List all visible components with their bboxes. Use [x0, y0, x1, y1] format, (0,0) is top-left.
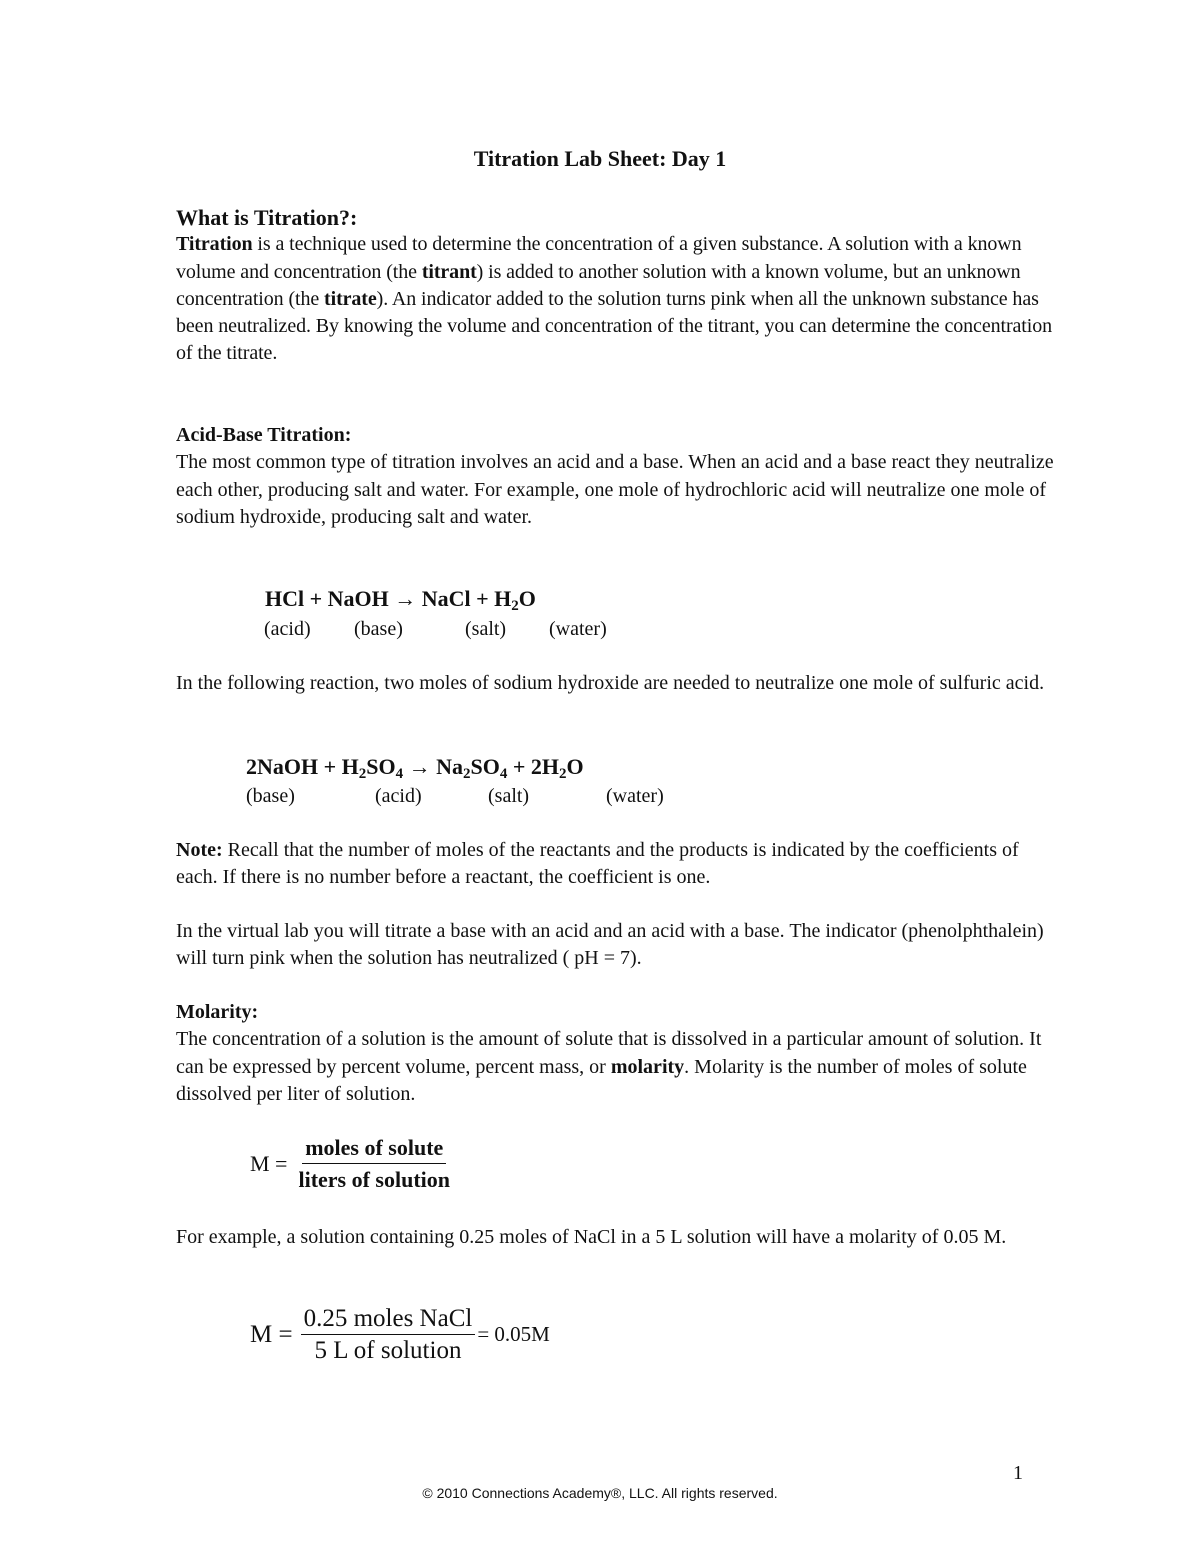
equation-2-labels — [0, 783, 1200, 811]
note-label: Note: — [176, 839, 223, 861]
label-acid: (acid) — [375, 785, 422, 807]
equation-subscript: 2 — [559, 766, 567, 782]
paragraph-text: is a technique used to determine the concentration of a given substance. A solution with a known volume and concentration (the — [176, 233, 1022, 283]
note-paragraph — [176, 837, 1056, 892]
formula-fraction — [295, 1134, 453, 1194]
equation-hcl-naoh — [265, 585, 536, 612]
section-heading-molarity: Molarity: — [176, 1001, 259, 1023]
section-heading-acid-base: Acid-Base Titration: — [176, 424, 352, 446]
paragraph-text: ). An indicator added to the solution turns pink when all the unknown substance has been neutralized. By knowing the volume and concentration of the titrant, you can determine the concentration of the titrate. — [176, 287, 1053, 365]
term-titrant: titrant — [421, 260, 477, 283]
label-water: (water) — [606, 785, 664, 807]
label-acid: (acid) — [264, 618, 311, 640]
equation-naoh-h2so4 — [246, 753, 584, 780]
paragraph-text: Recall that the number of moles of the reactants and the products is indicated by the coefficients of each. If there is no number before a reactant, the coefficient is one. — [176, 839, 1019, 889]
equation-text: O — [566, 754, 584, 779]
formula-fraction — [301, 1305, 476, 1365]
acid-base-section — [176, 422, 1056, 531]
formula-lhs: M = — [250, 1151, 288, 1177]
formula-result: = 0.05M — [477, 1322, 550, 1347]
paragraph-text: ) is added to another solution with a known volume, but an unknown concentration (the — [176, 260, 1021, 310]
following-reaction-paragraph: In the following reaction, two moles of sodium hydroxide are needed to neutralize one mole of sulfuric acid. — [176, 672, 1045, 694]
term-titration: Titration — [176, 233, 253, 256]
equation-subscript: 2 — [358, 766, 367, 782]
molarity-paragraph — [176, 1026, 1056, 1108]
equation-text: SO — [366, 754, 396, 779]
term-titrate: titrate — [324, 287, 377, 310]
equation-subscript: 4 — [395, 766, 404, 782]
term-molarity: molarity — [610, 1055, 685, 1078]
equation-text: + 2H — [507, 754, 560, 779]
page-title: Titration Lab Sheet: Day 1 — [473, 146, 727, 171]
acid-base-paragraph: The most common type of titration involves an acid and a base. When an acid and a base react they neutralize each other, producing salt and water. For example, one mole of hydrochloric acid will neutralize one mole of sodium hydroxide, producing salt and water. — [176, 451, 1054, 528]
label-water: (water) — [549, 618, 607, 640]
equation-text: SO — [470, 754, 500, 779]
label-salt: (salt) — [488, 785, 530, 807]
label-base: (base) — [354, 618, 403, 640]
copyright-footer: © 2010 Connections Academy®, LLC. All rights reserved. — [422, 1485, 778, 1501]
formula-denominator: 5 L of solution — [314, 1337, 462, 1365]
section-heading-what-is-titration: What is Titration?: — [176, 205, 358, 230]
equation-1-labels — [0, 616, 1200, 644]
formula-numerator: 0.25 moles NaCl — [301, 1305, 476, 1335]
label-salt: (salt) — [465, 618, 507, 640]
what-is-titration-section — [176, 204, 1056, 368]
example-section — [176, 1224, 1056, 1251]
label-base: (base) — [246, 785, 295, 807]
molarity-example-formula — [250, 1305, 550, 1365]
equation-subscript: 2 — [463, 766, 471, 782]
equation-text: 2NaOH + H — [246, 754, 359, 779]
molarity-formula — [250, 1134, 453, 1194]
equation-text: O — [518, 586, 536, 611]
paragraph-text: . Molarity is the number of moles of solute dissolved per liter of solution. — [176, 1055, 1027, 1105]
what-is-titration-paragraph — [176, 231, 1056, 367]
paragraph-text: The concentration of a solution is the amount of solute that is dissolved in a particular amount of solution. It can be expressed by percent volume, percent mass, or — [176, 1028, 1042, 1078]
example-paragraph: For example, a solution containing 0.25 moles of NaCl in a 5 L solution will have a molarity of 0.05 M. — [176, 1226, 1007, 1248]
equation-subscript: 4 — [499, 766, 508, 782]
equation-text: → Na — [403, 754, 464, 779]
virtual-lab-section — [176, 918, 1056, 973]
formula-denominator: liters of solution — [298, 1167, 451, 1193]
following-reaction-section — [176, 670, 1056, 697]
formula-lhs: M = — [250, 1321, 293, 1349]
equation-subscript: 2 — [511, 598, 519, 614]
note-section — [176, 837, 1056, 892]
virtual-lab-paragraph: In the virtual lab you will titrate a base with an acid and an acid with a base. The indicator (phenolphthalein) will turn pink when the solution has neutralized ( pH = 7). — [176, 920, 1044, 970]
molarity-section — [176, 999, 1056, 1108]
equation-text: HCl + NaOH → NaCl + H — [265, 586, 512, 611]
page-number: 1 — [1013, 1462, 1023, 1484]
formula-numerator: moles of solute — [302, 1134, 446, 1164]
